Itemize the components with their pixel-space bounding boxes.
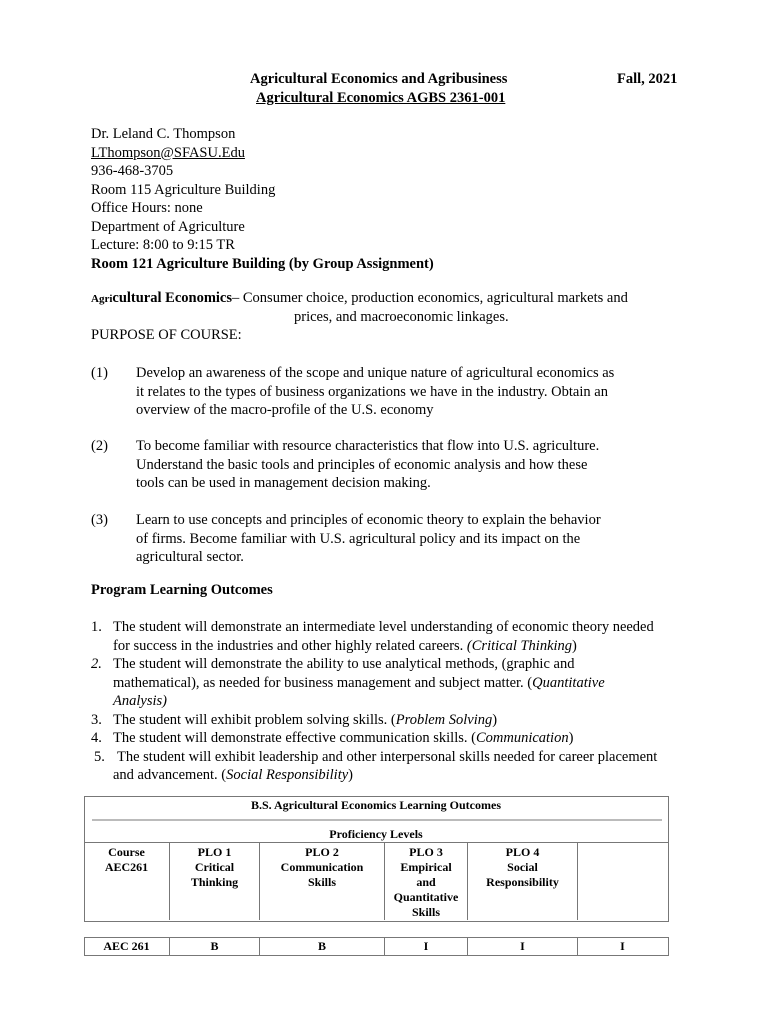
col-header-plo4: PLO 4 Social Responsibility <box>486 845 559 889</box>
table-divider <box>92 819 662 821</box>
desc-text-1: – Consumer choice, production economics, agricultural markets and <box>232 290 628 306</box>
instructor-block <box>91 125 434 273</box>
table-cell: B <box>317 939 326 953</box>
department: Department of Agriculture <box>91 218 245 235</box>
table-subtitle: Proficiency Levels <box>329 827 423 841</box>
course-dept-title: Agricultural Economics and Agribusiness <box>250 71 508 87</box>
office-room: Room 115 Agriculture Building <box>91 181 276 198</box>
col-header-plo2: PLO 2 Communication Skills <box>280 845 364 889</box>
term: Fall, 2021 <box>617 71 678 87</box>
col-header-plo3: PLO 3 Empirical and Quantitative Skills <box>393 845 459 919</box>
course-title: Agricultural Economics AGBS 2361-001 <box>256 90 506 106</box>
class-room: Room 121 Agriculture Building (by Group Assignment) <box>91 255 434 272</box>
purpose-line: Develop an awareness of the scope and unique nature of agricultural economics as <box>136 365 615 381</box>
purpose-line: agricultural sector. <box>136 549 244 565</box>
purpose-line: overview of the macro-profile of the U.S. economy <box>136 402 434 418</box>
purpose-line: To become familiar with resource characteristics that flow into U.S. agriculture. <box>136 438 600 454</box>
table-cell: I <box>423 939 429 953</box>
plo-heading: Program Learning Outcomes <box>91 582 273 598</box>
purpose-line: Learn to use concepts and principles of economic theory to explain the behavior <box>136 512 601 528</box>
purpose-line: tools can be used in management decision making. <box>136 475 431 491</box>
table-cell: I <box>620 939 625 953</box>
office-hours: Office Hours: none <box>91 200 203 216</box>
purpose-num: (2) <box>91 438 108 454</box>
purpose-num: (1) <box>91 365 108 381</box>
course-description <box>91 289 628 309</box>
desc-prefix: Agri <box>91 293 113 305</box>
lecture-time: Lecture: 8:00 to 9:15 TR <box>91 237 235 253</box>
purpose-line: of firms. Become familiar with U.S. agricultural policy and its impact on the <box>136 530 581 547</box>
instructor-name: Dr. Leland C. Thompson <box>91 126 236 142</box>
desc-title: cultural Economics <box>112 290 233 306</box>
table-cell: AEC 261 <box>103 939 150 953</box>
purpose-line: it relates to the types of business organizations we have in the industry. Obtain an <box>136 383 608 400</box>
purpose-heading: PURPOSE OF COURSE: <box>91 327 242 343</box>
instructor-email[interactable]: LThompson@SFASU.Edu <box>91 144 245 161</box>
table-cell: B <box>210 939 219 953</box>
col-header-course: Course AEC261 <box>104 845 149 874</box>
table-cell: I <box>520 939 525 953</box>
instructor-phone: 936-468-3705 <box>91 163 174 179</box>
purpose-num: (3) <box>91 512 108 528</box>
col-header-plo1: PLO 1 Critical Thinking <box>190 845 239 889</box>
purpose-line: Understand the basic tools and principles of economic analysis and how these <box>136 456 588 473</box>
table-title: B.S. Agricultural Economics Learning Outcomes <box>251 798 501 812</box>
desc-text-2: prices, and macroeconomic linkages. <box>294 309 509 325</box>
